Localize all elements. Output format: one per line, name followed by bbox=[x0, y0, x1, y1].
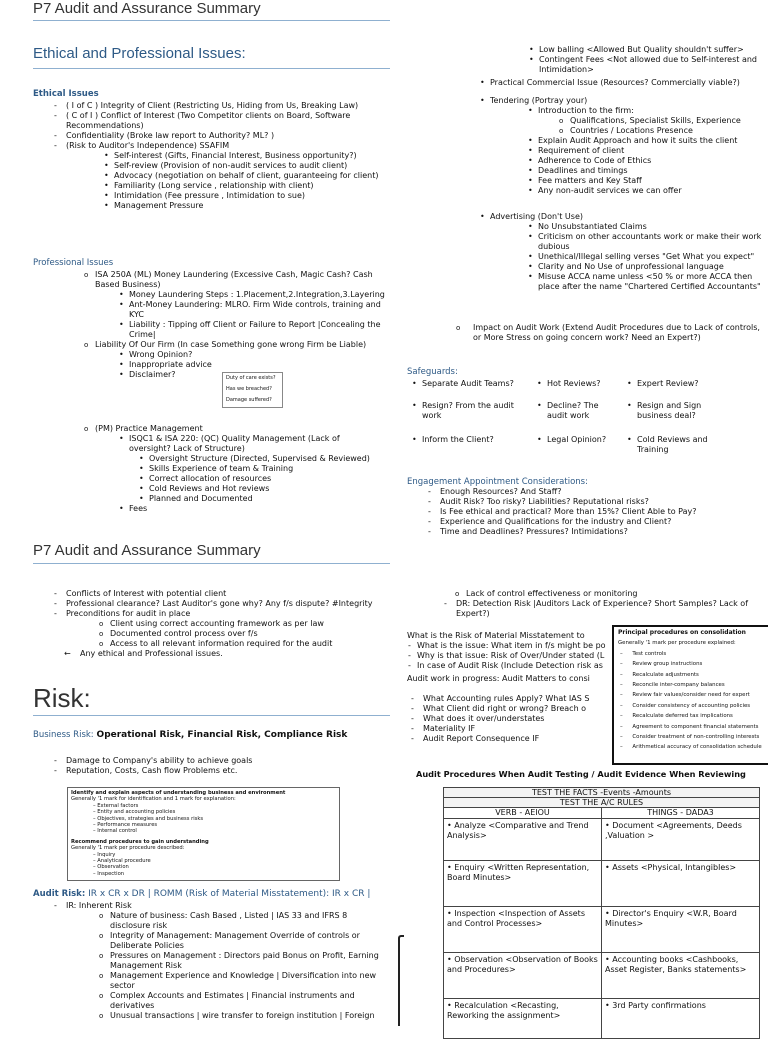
safeguard-item: • Cold Reviews and Training bbox=[625, 435, 727, 459]
box-item: – External factors bbox=[93, 802, 139, 809]
list-item: - Confidentiality (Broke law report to Authority? ML? ) bbox=[50, 131, 395, 141]
note-line: Duty of care exists? bbox=[226, 375, 276, 381]
heading-rule bbox=[33, 68, 390, 69]
list-item: • Contingent Fees <Not allowed due to Self-interest and Intimidation> bbox=[527, 55, 765, 75]
list-item: • Fees bbox=[117, 504, 383, 514]
list-item: • Wrong Opinion? bbox=[117, 350, 393, 360]
list-item: • Management Pressure bbox=[102, 201, 395, 211]
ethical-issues-list bbox=[50, 101, 395, 211]
professional-issues-list bbox=[83, 270, 393, 380]
pm-head: o (PM) Practice Management bbox=[83, 424, 383, 434]
list-item: o Documented control process over f/s bbox=[98, 629, 395, 639]
note-line: Has we breached? bbox=[226, 386, 272, 392]
list-item: - What is the issue: What item in f/s might be po bbox=[408, 641, 606, 650]
list-item: • Self-interest (Gifts, Financial Interest, Business opportunity?) bbox=[102, 151, 395, 161]
note-line: Damage suffered? bbox=[226, 397, 272, 403]
box-item: – Review group instructions bbox=[620, 661, 703, 668]
title-rule-2 bbox=[33, 563, 390, 564]
box-item: – Review fair values/consider need for expert bbox=[620, 692, 750, 699]
list-item: • Advertising (Don't Use) bbox=[478, 212, 763, 222]
table-cell: • Assets <Physical, Intangibles> bbox=[602, 861, 760, 907]
list-item: • Planned and Documented bbox=[137, 494, 383, 504]
safeguards-title: Safeguards: bbox=[407, 367, 458, 377]
list-item: o Nature of business: Cash Based , Listed | IAS 33 and IFRS 8 disclosure risk bbox=[98, 911, 385, 931]
box-item: – Entity and accounting policies bbox=[93, 809, 176, 816]
list-item: • Practical Commercial Issue (Resources? Commercially viable?) bbox=[478, 78, 763, 88]
list-item: - Enough Resources? And Staff? bbox=[424, 487, 764, 497]
audit-risk-text: IR x CR x DR | ROMM (Risk of Material Misstatement): IR x CR | bbox=[88, 889, 371, 899]
column-header-things: THINGS - DADA3 bbox=[602, 808, 760, 819]
table-cell: • Accounting books <Cashbooks, Asset Register, Banks statements> bbox=[602, 953, 760, 999]
list-item: • No Unsubstantiated Claims bbox=[526, 222, 763, 232]
box-title: Principal procedures on consolidation bbox=[618, 629, 746, 636]
table-cell: • Director's Enquiry <W.R, Board Minutes> bbox=[602, 907, 760, 953]
list-item: - Audit Risk? Too risky? Liabilities? Reputational risks? bbox=[424, 497, 764, 507]
list-item: - IR: Inherent Risk bbox=[50, 901, 385, 911]
list-item: • Oversight Structure (Directed, Supervised & Reviewed) bbox=[137, 454, 383, 464]
list-item: - Audit Report Consequence IF bbox=[407, 734, 612, 744]
professional-issues-title: Professional Issues bbox=[33, 258, 114, 268]
list-item: • Unethical/Illegal selling verses "Get What you expect" bbox=[526, 252, 763, 262]
inherent-risk-list bbox=[50, 901, 385, 1021]
box-item: – Agreement to component financial statements bbox=[620, 723, 759, 730]
list-item: • Ant-Money Laundering: MLRO. Firm Wide controls, training and KYC bbox=[117, 300, 393, 320]
consolidation-procedures-box bbox=[612, 625, 768, 765]
box-item: – Recalculate deferred tax implications bbox=[620, 713, 733, 720]
list-item: • Requirement of client bbox=[526, 146, 763, 156]
list-item: - ( C of I ) Conflict of Interest (Two Competitor clients on Board, Software Recommendations) bbox=[50, 111, 395, 131]
list-item: - In case of Audit Risk (Include Detection risk as bbox=[408, 661, 603, 670]
table-cell: • Analyze <Comparative and Trend Analysis> bbox=[444, 819, 602, 861]
table-row-rules: TEST THE A/C RULES bbox=[444, 798, 760, 808]
list-item: • Adherence to Code of Ethics bbox=[526, 156, 763, 166]
table-cell: • Enquiry <Written Representation, Board Minutes> bbox=[444, 861, 602, 907]
list-item: o Qualifications, Specialist Skills, Experience bbox=[558, 116, 763, 126]
romm-block bbox=[407, 631, 612, 671]
engagement-title: Engagement Appointment Considerations: bbox=[407, 477, 588, 487]
safeguard-item: • Hot Reviews? bbox=[535, 379, 615, 401]
safeguard-item: • Legal Opinion? bbox=[535, 435, 615, 459]
list-item: - Is Fee ethical and practical? More than 15%? Client Able to Pay? bbox=[424, 507, 764, 517]
ethical-issues-title: Ethical Issues bbox=[33, 89, 99, 99]
arrow-left-icon: ← bbox=[64, 649, 71, 658]
box-sub: Generally '1 mark per procedure explained: bbox=[618, 640, 736, 647]
safeguards-grid bbox=[410, 379, 760, 459]
tendering-block bbox=[478, 78, 763, 292]
detection-risk-block bbox=[440, 589, 765, 619]
audit-procedures-table bbox=[443, 787, 760, 1039]
impact-block bbox=[455, 323, 760, 343]
box-item: – Performance measures bbox=[93, 822, 158, 829]
list-item: • Explain Audit Approach and how it suits the client bbox=[526, 136, 763, 146]
list-item: • Fee matters and Key Staff bbox=[526, 176, 763, 186]
business-risk-label: Business Risk: bbox=[33, 730, 94, 740]
list-item: - Reputation, Costs, Cash flow Problems etc. bbox=[50, 766, 390, 776]
list-item: • Liability : Tipping off Client or Failure to Report |Concealing the Crime| bbox=[117, 320, 393, 340]
safeguard-item: • Separate Audit Teams? bbox=[410, 379, 523, 401]
table-cell: • Observation <Observation of Books and Procedures> bbox=[444, 953, 602, 999]
section-heading-ethical-professional: Ethical and Professional Issues: bbox=[33, 45, 246, 62]
safeguard-item: • Expert Review? bbox=[625, 379, 727, 401]
list-item: - What Client did right or wrong? Breach o bbox=[407, 704, 612, 714]
box-heading: Recommend procedures to gain understanding bbox=[71, 838, 209, 845]
list-item: • Disclaimer? bbox=[117, 370, 393, 380]
safeguard-item: • Decline? The audit work bbox=[535, 401, 615, 435]
business-understanding-box bbox=[67, 787, 340, 881]
box-item: – Inspection bbox=[93, 870, 125, 877]
bracket-line bbox=[398, 935, 404, 1026]
box-item: – Inquiry bbox=[93, 851, 116, 858]
list-item: - DR: Detection Risk |Auditors Lack of Experience? Short Samples? Lack of Expert?) bbox=[440, 599, 765, 619]
list-item: - What does it over/understates bbox=[407, 714, 612, 724]
risk-rule bbox=[33, 715, 390, 716]
list-item: • Low balling <Allowed But Quality shouldn't suffer> bbox=[527, 45, 765, 55]
table-row-facts: TEST THE FACTS -Events -Amounts bbox=[444, 788, 760, 798]
list-item: • ISQC1 & ISA 220: (QC) Quality Management (Lack of oversight? Lack of Structure) bbox=[117, 434, 383, 454]
list-item: o Integrity of Management: Management Override of controls or Deliberate Policies bbox=[98, 931, 385, 951]
list-item: • Correct allocation of resources bbox=[137, 474, 383, 484]
page-title: P7 Audit and Assurance Summary bbox=[33, 0, 261, 17]
list-item: • Any non-audit services we can offer bbox=[526, 186, 763, 196]
box-item: – Objectives, strategies and business risks bbox=[93, 815, 204, 822]
list-item: o Client using correct accounting framework as per law bbox=[98, 619, 395, 629]
awip-head: Audit work in progress: Audit Matters to consi bbox=[407, 674, 590, 683]
list-item: - Conflicts of Interest with potential client bbox=[50, 589, 395, 599]
box-heading: Identify and explain aspects of understanding business and environment bbox=[71, 790, 286, 796]
practice-management-list bbox=[83, 424, 383, 514]
business-risk-text: Operational Risk, Financial Risk, Compliance Risk bbox=[96, 730, 348, 740]
list-item: • Deadlines and timings bbox=[526, 166, 763, 176]
list-item: - Why is that issue: Risk of Over/Under stated (L bbox=[408, 651, 605, 660]
table-cell: • 3rd Party confirmations bbox=[602, 999, 760, 1039]
right-top-list bbox=[487, 45, 765, 75]
list-item: - Materiality IF bbox=[407, 724, 612, 734]
list-item: - Preconditions for audit in place bbox=[50, 609, 395, 619]
list-item: - (Risk to Auditor's Independence) SSAFIM bbox=[50, 141, 395, 151]
list-item: • Tendering (Portray your) bbox=[478, 96, 763, 106]
awip-block bbox=[407, 674, 612, 744]
box-sub: Generally '1 mark per procedure described: bbox=[71, 845, 185, 852]
column-header-verb: VERB - AEIOU bbox=[444, 808, 602, 819]
list-item: • Intimidation (Fee pressure , Intimidation to sue) bbox=[102, 191, 395, 201]
audit-procedures-title: Audit Procedures When Audit Testing / Audit Evidence When Reviewing bbox=[416, 769, 746, 779]
liability-note-box bbox=[222, 372, 283, 408]
business-risk-line bbox=[33, 729, 393, 741]
box-item: – Test controls bbox=[620, 650, 667, 657]
list-item: - Experience and Qualifications for the industry and Client? bbox=[424, 517, 764, 527]
audit-risk-label: Audit Risk: bbox=[33, 889, 86, 899]
list-item: - ( I of C ) Integrity of Client (Restricting Us, Hiding from Us, Breaking Law) bbox=[50, 101, 395, 111]
box-item: – Internal control bbox=[93, 828, 137, 835]
table-cell: • Document <Agreements, Deeds ,Valuation > bbox=[602, 819, 760, 861]
list-item: o Pressures on Management : Directors paid Bonus on Profit, Earning Management Risk bbox=[98, 951, 385, 971]
box-item: – Consider consistency of accounting policies bbox=[620, 702, 751, 709]
audit-risk-line bbox=[33, 888, 393, 900]
list-item: • Cold Reviews and Hot reviews bbox=[137, 484, 383, 494]
list-item: - Professional clearance? Last Auditor's gone why? Any f/s dispute? #Integrity bbox=[50, 599, 395, 609]
list-item: o Management Experience and Knowledge | Diversification into new sector bbox=[98, 971, 385, 991]
clearance-list bbox=[50, 589, 395, 659]
list-item: • Introduction to the firm: bbox=[526, 106, 763, 116]
liability-head: o Liability Of Our Firm (In case Something gone wrong Firm be Liable) bbox=[83, 340, 393, 350]
box-item: – Recalculate adjustments bbox=[620, 671, 699, 678]
safeguard-item: • Resign and Sign business deal? bbox=[625, 401, 727, 435]
title-rule bbox=[33, 20, 390, 21]
box-item: – Analytical procedure bbox=[93, 858, 151, 865]
list-item: - What Accounting rules Apply? What IAS S bbox=[407, 694, 612, 704]
romm-head: What is the Risk of Material Misstatement to bbox=[407, 631, 585, 640]
list-item: ← Any ethical and Professional issues. bbox=[64, 649, 223, 658]
engagement-list bbox=[424, 487, 764, 537]
box-item: – Consider treatment of non-controlling interests bbox=[620, 734, 760, 741]
list-item: • Clarity and No Use of unprofessional language bbox=[526, 262, 763, 272]
list-item: • Familiarity (Long service , relationship with client) bbox=[102, 181, 395, 191]
safeguard-item: • Inform the Client? bbox=[410, 435, 523, 459]
list-item: • Advocacy (negotiation on behalf of client, guaranteeing for client) bbox=[102, 171, 395, 181]
list-item: o Impact on Audit Work (Extend Audit Procedures due to Lack of controls, or More Stress on going concern work? Need an Expert?) bbox=[455, 323, 760, 343]
list-item: • Money Laundering Steps : 1.Placement,2.Integration,3.Layering bbox=[117, 290, 393, 300]
list-item: • Self-review (Provision of non-audit services to audit client) bbox=[102, 161, 395, 171]
list-item: o Access to all relevant information required for the audit bbox=[98, 639, 395, 649]
list-item: - Damage to Company's ability to achieve goals bbox=[50, 756, 390, 766]
page-title-2: P7 Audit and Assurance Summary bbox=[33, 542, 261, 559]
list-item: • Misuse ACCA name unless <50 % or more ACCA then place after the name "Chartered Certified Accountants" bbox=[526, 272, 763, 292]
list-item: o Unusual transactions | wire transfer to foreign institution | Foreign bbox=[98, 1011, 385, 1021]
list-item: o Complex Accounts and Estimates | Financial instruments and derivatives bbox=[98, 991, 385, 1011]
ml-head: o ISA 250A (ML) Money Laundering (Excessive Cash, Magic Cash? Cash Based Business) bbox=[83, 270, 393, 290]
list-item: o Countries / Locations Presence bbox=[558, 126, 763, 136]
table-cell: • Recalculation <Recasting, Reworking the assignment> bbox=[444, 999, 602, 1039]
box-sub: Generally '1 mark for identification and 1 mark for explanation: bbox=[71, 796, 236, 803]
list-item: o Lack of control effectiveness or monitoring bbox=[454, 589, 765, 599]
list-item: • Skills Experience of team & Training bbox=[137, 464, 383, 474]
list-item: • Criticism on other accountants work or make their work dubious bbox=[526, 232, 763, 252]
box-item: – Arithmetical accuracy of consolidation schedule bbox=[620, 744, 762, 751]
table-cell: • Inspection <Inspection of Assets and Control Processes> bbox=[444, 907, 602, 953]
list-item: • Inappropriate advice bbox=[117, 360, 393, 370]
safeguard-item: • Resign? From the audit work bbox=[410, 401, 523, 435]
box-item: – Observation bbox=[93, 864, 129, 871]
list-item: - Time and Deadlines? Pressures? Intimidations? bbox=[424, 527, 764, 537]
box-item: – Reconcile inter-company balances bbox=[620, 682, 725, 689]
business-risk-list bbox=[50, 756, 390, 776]
risk-title: Risk: bbox=[33, 683, 91, 713]
